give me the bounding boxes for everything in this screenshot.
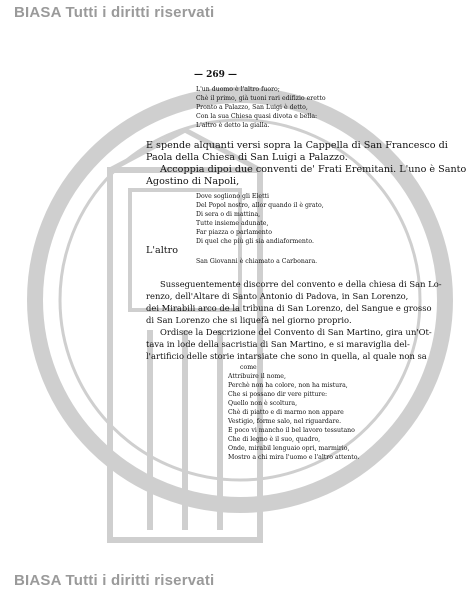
verse-line: Pronto a Palazzo, San Luigi è detto, — [196, 104, 308, 111]
verse-line: Con la sua Chiesa quasi divota e bella: — [196, 113, 318, 120]
verse-line: Tutte insieme adunate, — [196, 220, 269, 227]
verse-line: Che di legno è il suo, quadro, — [228, 436, 321, 443]
paragraph-line: l'artificio delle storie intarsiate che sono in quella, al quale non sa — [146, 351, 427, 361]
verse-line: Perchè non ha colore, non ha mistura, — [228, 382, 348, 389]
paragraph-line: di San Lorenzo che si liquefà nel giorno proprio. — [146, 315, 352, 325]
verse-line: Chè di piatto e di marmo non appare — [228, 409, 344, 416]
paragraph-line: Agostino di Napoli, — [146, 176, 240, 187]
paragraph-line: Paola della Chiesa di San Luigi a Palazzo. — [146, 152, 348, 163]
verse-line: San Giovanni è chiamato a Carbonara. — [196, 258, 318, 265]
verse-line: Vestigio, forme salo, nel riguardare. — [228, 418, 342, 425]
verse-line: Quello non è scoltura, — [228, 400, 298, 407]
paragraph-line: Ordisce la Descrizione del Convento di San Martino, gira un'Ot- — [160, 327, 432, 337]
verse-line: L'un duomo è l'altro fuoro; — [196, 86, 280, 93]
page-number: — 269 — — [193, 70, 238, 80]
verse-line: come — [240, 364, 257, 371]
verse-line: E poco vi mancho il bel lavoro tessutano — [228, 427, 355, 434]
verse-line: Del Popol nostro, allor quando il è grato, — [196, 202, 324, 209]
paragraph-line: L'altro — [146, 245, 179, 256]
paragraph-line: E spende alquanti versi sopra la Cappella di San Francesco di — [146, 140, 448, 151]
verse-line: Mostro a chi mira l'uomo e l'altro attento. — [228, 454, 360, 461]
watermark-top: BIASA Tutti i diritti riservati — [14, 4, 215, 21]
verse-line: L'altro è detto la gialla. — [196, 122, 270, 129]
watermark-bottom: BIASA Tutti i diritti riservati — [14, 572, 215, 589]
paragraph-line: tava in lode della sacristia di San Martino, e si maraviglia del- — [146, 339, 410, 349]
paragraph-line: Susseguentemente discorre del convento e della chiesa di San Lo- — [160, 279, 442, 289]
paragraph-line: dei Mirabili arco de la tribuna di San Lorenzo, del Sangue e grosso — [146, 303, 432, 313]
verse-line: Far piazza o parlamento — [196, 229, 272, 236]
paragraph-line: Accoppia dipoi due conventi de' Frati Eremitani. L'uno è Santo — [160, 164, 466, 175]
verse-line: Di quel che più gli sia andiaformento. — [196, 238, 314, 245]
verse-line: Di sera o di mattina, — [196, 211, 261, 218]
verse-line: Che si possano dir vere pitture: — [228, 391, 328, 398]
paragraph-line: renzo, dell'Altare di Santo Antonio di Padova, in San Lorenzo, — [146, 291, 409, 301]
verse-line: Dove sogliono gli Eletti — [196, 193, 270, 200]
verse-line: Chè il primo, già tuoni rari edifizio eretto — [196, 95, 326, 102]
verse-line: Attribuire il nome, — [228, 373, 286, 380]
verse-line: Onde, mirabil lenguaio opri, marmirio, — [228, 445, 350, 452]
